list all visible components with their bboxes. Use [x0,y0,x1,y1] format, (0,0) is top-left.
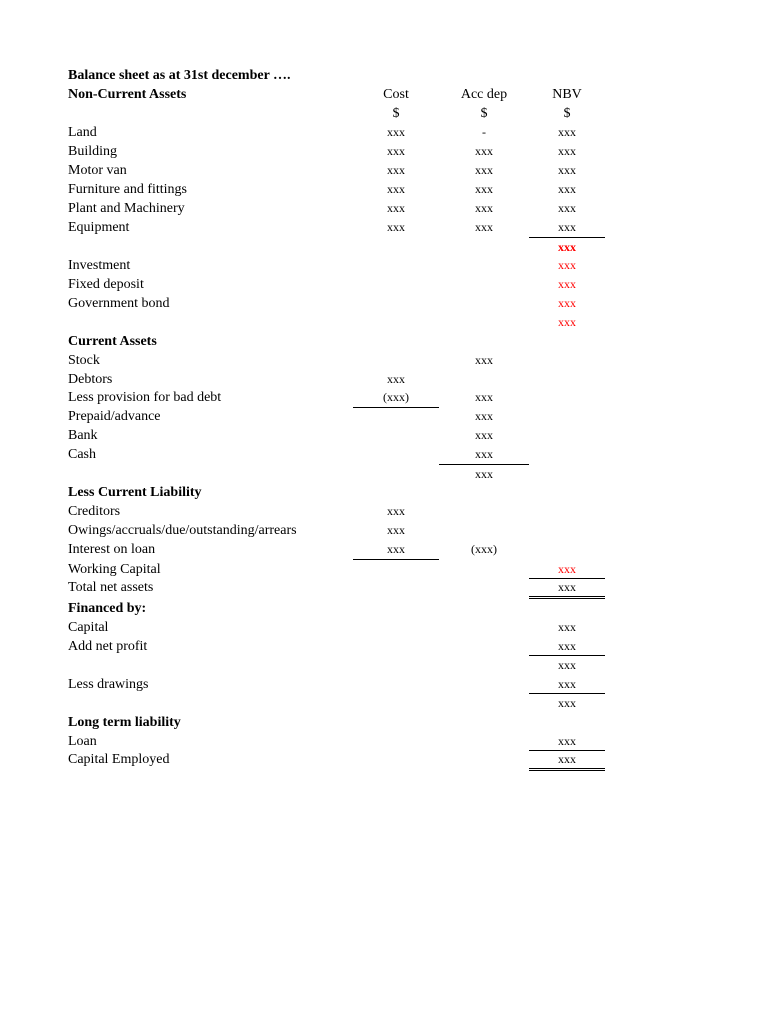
cell-interest-cost: xxx [387,542,405,556]
cell-total-net-assets-nbv: xxx [558,580,576,594]
current-assets-heading: Current Assets [68,334,157,349]
row-label-prepaid: Prepaid/advance [68,409,161,424]
row-label-furniture: Furniture and fittings [68,182,187,197]
cell-fixed-deposit-nbv: xxx [558,277,576,291]
cell-provision-cost: (xxx) [383,390,409,404]
cell-investment-nbv: xxx [558,258,576,272]
row-label-capital-employed: Capital Employed [68,752,170,767]
row-label-cash: Cash [68,447,96,462]
cell-furniture-nbv: xxx [558,182,576,196]
cell-capital-nbv: xxx [558,620,576,634]
cell-government-bond-nbv: xxx [558,296,576,310]
row-label-plant: Plant and Machinery [68,201,185,216]
row-label-government-bond: Government bond [68,296,170,311]
cell-land-nbv: xxx [558,125,576,139]
cell-net-profit-nbv: xxx [558,639,576,653]
cell-building-cost: xxx [387,144,405,158]
row-label-land: Land [68,125,97,140]
after-drawings-total: xxx [558,696,576,710]
cell-building-acc: xxx [475,144,493,158]
row-label-total-net-assets: Total net assets [68,580,154,595]
cost-currency: $ [392,106,400,121]
row-label-capital: Capital [68,620,109,635]
row-label-building: Building [68,144,118,159]
cell-equipment-acc: xxx [475,220,493,234]
current-liability-heading: Less Current Liability [68,485,202,500]
cell-working-capital-nbv: xxx [558,562,576,576]
financed-subtotal: xxx [558,658,576,672]
cell-building-nbv: xxx [558,144,576,158]
cell-stock-acc: xxx [475,353,493,367]
row-label-motor-van: Motor van [68,163,127,178]
row-label-bank: Bank [68,428,98,443]
cell-interest-acc: (xxx) [471,542,497,556]
current-assets-total: xxx [475,467,493,481]
financed-by-heading: Financed by: [68,601,147,616]
row-label-stock: Stock [68,353,100,368]
cell-plant-nbv: xxx [558,201,576,215]
cell-creditors-cost: xxx [387,504,405,518]
cell-plant-acc: xxx [475,201,493,215]
non-current-subtotal: xxx [558,240,576,254]
cell-debtors-cost: xxx [387,372,405,386]
acc-dep-column-header: Acc dep [460,87,508,102]
net-assets-double-rule [529,596,605,599]
page-title: Balance sheet as at 31st december …. [68,68,291,83]
cell-equipment-cost: xxx [387,220,405,234]
liability-rule [353,559,439,560]
cell-capital-employed-nbv: xxx [558,752,576,766]
cell-provision-acc: xxx [475,390,493,404]
row-label-fixed-deposit: Fixed deposit [68,277,144,292]
row-label-interest: Interest on loan [68,542,156,557]
non-current-assets-heading: Non-Current Assets [68,87,187,102]
acc-dep-currency: $ [480,106,488,121]
provision-rule [353,407,439,408]
investments-total: xxx [558,315,576,329]
cell-plant-cost: xxx [387,201,405,215]
cell-drawings-nbv: xxx [558,677,576,691]
long-term-liability-heading: Long term liability [68,715,181,730]
cell-land-cost: xxx [387,125,405,139]
nbv-currency: $ [563,106,571,121]
cell-bank-acc: xxx [475,428,493,442]
cell-owings-cost: xxx [387,523,405,537]
row-label-owings: Owings/accruals/due/outstanding/arrears [68,523,297,538]
cell-motor-van-acc: xxx [475,163,493,177]
nbv-column-header: NBV [552,87,582,102]
row-label-provision: Less provision for bad debt [68,390,222,405]
cell-loan-nbv: xxx [558,734,576,748]
cost-column-header: Cost [383,87,409,102]
row-label-net-profit: Add net profit [68,639,148,654]
cell-cash-acc: xxx [475,447,493,461]
cell-prepaid-acc: xxx [475,409,493,423]
cell-furniture-cost: xxx [387,182,405,196]
cell-motor-van-cost: xxx [387,163,405,177]
row-label-creditors: Creditors [68,504,121,519]
row-label-debtors: Debtors [68,372,113,387]
cell-land-acc: - [482,125,486,139]
cell-equipment-nbv: xxx [558,220,576,234]
capital-employed-double-rule [529,768,605,771]
row-label-investment: Investment [68,258,131,273]
cell-motor-van-nbv: xxx [558,163,576,177]
row-label-equipment: Equipment [68,220,130,235]
row-label-working-capital: Working Capital [68,562,161,577]
cell-furniture-acc: xxx [475,182,493,196]
row-label-loan: Loan [68,734,97,749]
row-label-drawings: Less drawings [68,677,149,692]
